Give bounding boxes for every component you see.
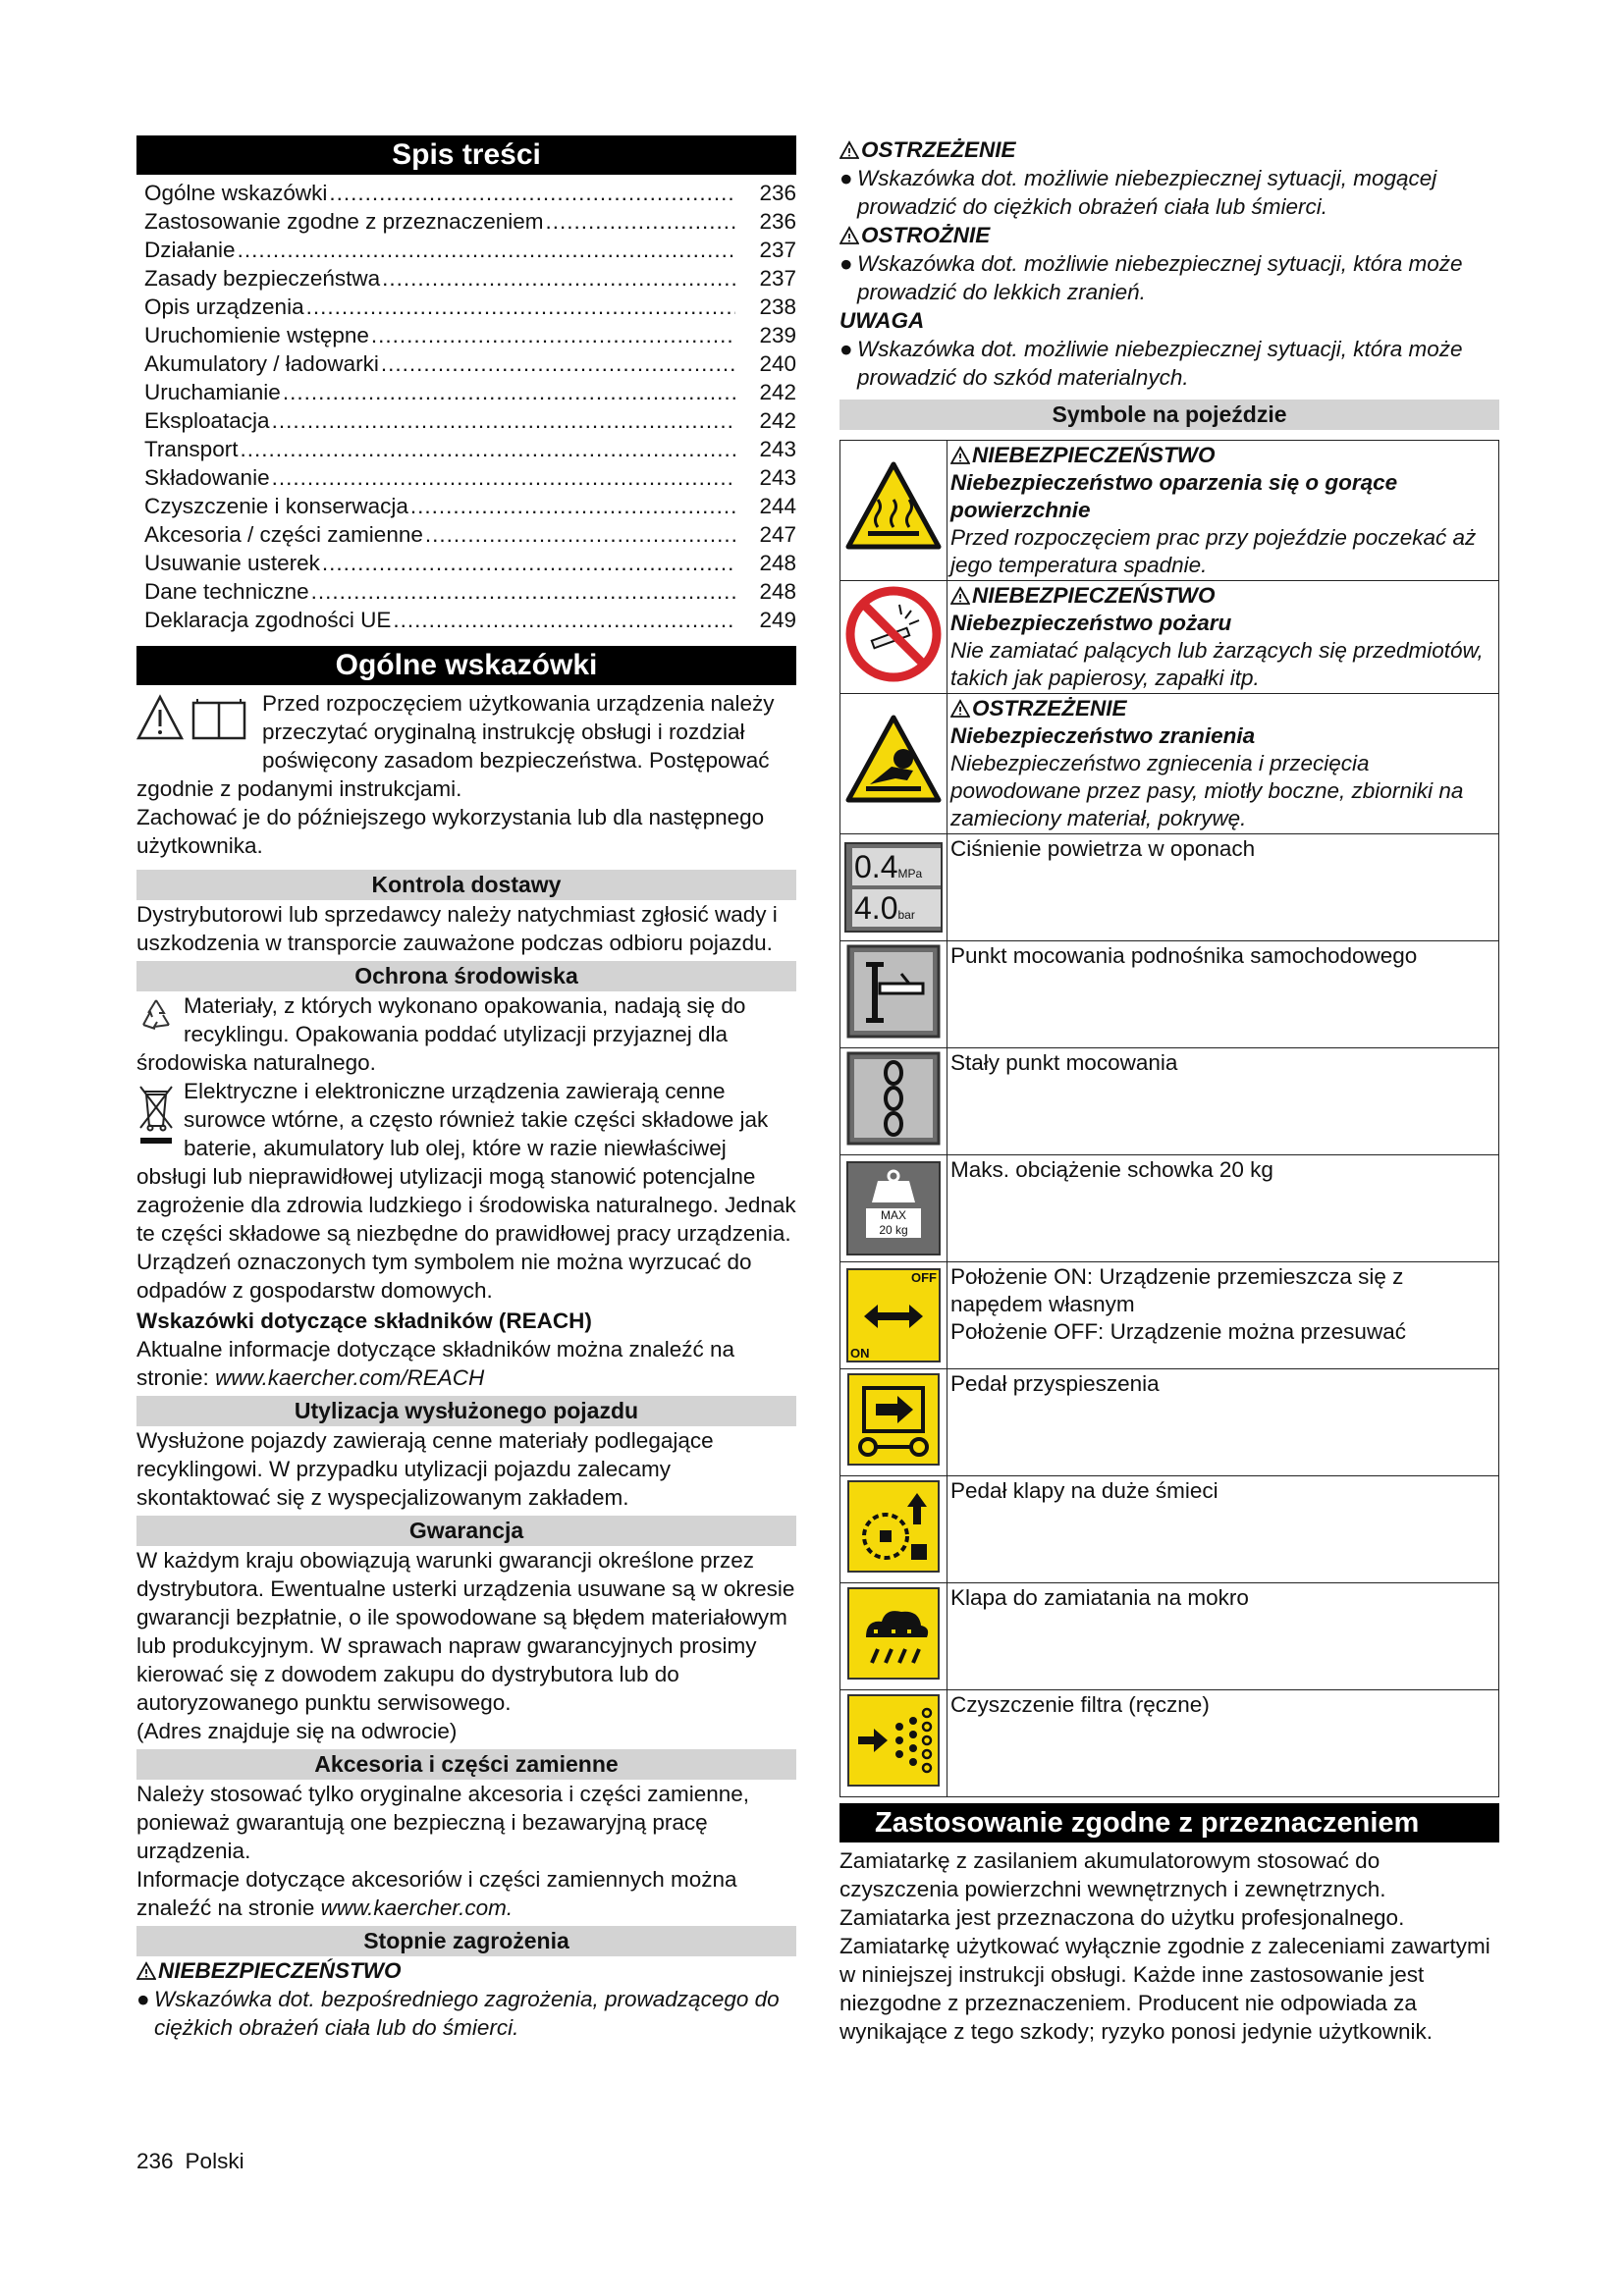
hazard-level-text: ● Wskazówka dot. bezpośredniego zagrożenia, prowadzącego do ciężkich obrażeń ciała lub do śmierci. <box>136 1987 780 2040</box>
reach-link[interactable]: www.kaercher.com/REACH <box>215 1365 485 1390</box>
accessories-title: Akcesoria i części zamienne <box>136 1749 796 1780</box>
table-row <box>840 1369 1499 1476</box>
environment-title: Ochrona środowiska <box>136 961 796 991</box>
toc-entry[interactable] <box>144 463 796 492</box>
coarse-dirt-flap-pedal-icon <box>840 1476 947 1583</box>
delivery-title: Kontrola dostawy <box>136 870 796 900</box>
toc-entry-label: Czyszczenie i konserwacja <box>144 494 408 518</box>
page-footer <box>136 2147 256 2175</box>
toc-entry[interactable] <box>144 549 796 577</box>
toc-entry-label: Akumulatory / ładowarki <box>144 351 379 376</box>
general-keep: Zachować je do późniejszego wykorzystania lub dla następnego użytkownika. <box>136 805 765 858</box>
toc-leader <box>272 463 735 492</box>
toc-entry[interactable] <box>144 179 796 207</box>
wet-sweeping-flap-icon <box>840 1583 947 1690</box>
hazard-level-text: ● Wskazówka dot. możliwie niebezpiecznej sytuacji, mogącej prowadzić do ciężkich obrażeń ciała lub śmierci. <box>839 166 1437 219</box>
accelerator-pedal-icon <box>840 1369 947 1476</box>
hazard-level-heading: OSTROŻNIE <box>839 221 1499 249</box>
warning-triangle-icon <box>136 1961 156 1981</box>
toc-entry-label: Uruchomienie wstępne <box>144 323 369 347</box>
jack-point-icon <box>840 941 947 1048</box>
table-row <box>840 941 1499 1048</box>
toc-leader <box>371 321 735 349</box>
drive-mode-icon: OFF ON <box>840 1262 947 1369</box>
toc-leader <box>240 435 735 463</box>
toc-leader <box>410 492 735 520</box>
toc-leader <box>306 293 735 321</box>
toc-entry-page: 239 <box>759 323 796 347</box>
hazard-level-heading: NIEBEZPIECZEŃSTWO <box>136 1956 796 1985</box>
toc-entry-label: Eksploatacja <box>144 408 270 433</box>
warning-triangle-icon <box>839 140 859 160</box>
warranty-title: Gwarancja <box>136 1516 796 1546</box>
table-row <box>840 694 1499 834</box>
symbol-description: Pedał przyspieszenia <box>947 1369 1499 1476</box>
toc-entry-label: Deklaracja zgodności UE <box>144 608 392 632</box>
table-row <box>840 1262 1499 1369</box>
toc-entry-label: Transport <box>144 437 239 461</box>
toc-entry-page: 248 <box>759 579 796 604</box>
toc-entry-label: Składowanie <box>144 465 270 490</box>
symbols-table <box>839 440 1499 1797</box>
symbol-description: Czyszczenie filtra (ręczne) <box>947 1690 1499 1797</box>
toc-entry-page: 242 <box>759 380 796 404</box>
accessories-paragraph <box>136 1865 796 1922</box>
table-row <box>840 1155 1499 1262</box>
accessories-text1: Należy stosować tylko oryginalne akcesoria i części zamienne, ponieważ gwarantują one bezpieczną i bezawaryjną pracę urządzenia. <box>136 1782 750 1863</box>
toc-entry[interactable] <box>144 321 796 349</box>
toc-entry-page: 247 <box>759 522 796 547</box>
toc-entry-page: 243 <box>759 437 796 461</box>
table-of-contents <box>136 179 796 634</box>
recycle-icon <box>136 995 176 1041</box>
intended-use-p3: Zamiatarkę użytkować wyłącznie zgodnie z zaleceniami zawartymi w niniejszej instrukcji obsługi. Każde inne zastosowanie jest niezgodne z przeznaczeniem. Producent nie odpowiada za wynikające z tego szkody; ryzyko ponosi jedynie użytkownik. <box>839 1934 1490 2044</box>
hazard-level-warning <box>839 135 1499 221</box>
toc-entry-label: Zastosowanie zgodne z przeznaczeniem <box>144 209 544 234</box>
max-load-icon: MAX 20 kg <box>840 1155 947 1262</box>
toc-leader <box>329 179 735 207</box>
toc-leader <box>382 264 735 293</box>
toc-entry-page: 248 <box>759 551 796 575</box>
toc-entry[interactable] <box>144 520 796 549</box>
toc-leader <box>311 577 735 606</box>
symbols-title: Symbole na pojeździe <box>839 400 1499 430</box>
symbol-description: OSTRZEŻENIE Niebezpieczeństwo zranienia Niebezpieczeństwo zgniecenia i przecięcia powodowane przez pasy, miotły boczne, zbiorniki na zamieciony materiał, pokrywę. <box>947 694 1499 834</box>
toc-entry-page: 242 <box>759 408 796 433</box>
reach-title: Wskazówki dotyczące składników (REACH) <box>136 1308 592 1333</box>
symbol-description: NIEBEZPIECZEŃSTWO Niebezpieczeństwo pożaru Nie zamiatać palących lub żarzących się przedmiotów, takich jak papierosy, zapałki itp. <box>947 581 1499 694</box>
intended-use-p2: Zamiatarka jest przeznaczona do użytku profesjonalnego. <box>839 1905 1405 1930</box>
toc-entry-page: 236 <box>759 209 796 234</box>
tyre-pressure-icon: 0.4MPa 4.0bar <box>840 834 947 941</box>
hazard-level-text: ● Wskazówka dot. możliwie niebezpiecznej sytuacji, która może prowadzić do szkód materialnych. <box>839 337 1463 390</box>
environment-section <box>136 991 796 1392</box>
toc-entry[interactable] <box>144 435 796 463</box>
accessories-text2: Informacje dotyczące akcesoriów i części zamiennych można znaleźć na stronie <box>136 1867 737 1920</box>
right-column <box>839 135 1499 2046</box>
toc-entry-page: 244 <box>759 494 796 518</box>
table-row <box>840 1048 1499 1155</box>
toc-entry[interactable] <box>144 378 796 406</box>
symbol-description: Punkt mocowania podnośnika samochodowego <box>947 941 1499 1048</box>
symbol-description: NIEBEZPIECZEŃSTWO Niebezpieczeństwo oparzenia się o gorące powierzchnie Przed rozpoczęciem prac przy pojeździe poczekać aż jego temperatura spadnie. <box>947 441 1499 581</box>
toc-leader <box>272 406 735 435</box>
toc-entry[interactable] <box>144 207 796 236</box>
table-row <box>840 1583 1499 1690</box>
warranty-text: W każdym kraju obowiązują warunki gwarancji określone przez dystrybutora. Ewentualne usterki urządzenia usuwane są w okresie gwarancji bezpłatnie, o ile spowodowane są błędem materiałowym lub produkcyjnym. W sprawach napraw gwarancyjnych prosimy kierować się z dowodem zakupu do dystrybutora lub do autoryzowanego punktu serwisowego. <box>136 1548 795 1715</box>
accessories-link[interactable]: www.kaercher.com. <box>320 1896 514 1920</box>
toc-leader <box>393 606 735 634</box>
toc-entry-label: Akcesoria / części zamienne <box>144 522 423 547</box>
toc-entry-page: 243 <box>759 465 796 490</box>
table-row <box>840 1476 1499 1583</box>
footer-language: Polski <box>185 2149 244 2173</box>
symbol-description: Pedał klapy na duże śmieci <box>947 1476 1499 1583</box>
left-column <box>136 135 796 2042</box>
toc-entry-page: 249 <box>759 608 796 632</box>
toc-entry-label: Zasady bezpieczeństwa <box>144 266 381 291</box>
toc-entry[interactable] <box>144 236 796 264</box>
toc-leader <box>283 378 735 406</box>
crush-hazard-icon <box>840 694 947 834</box>
general-title: Ogólne wskazówki <box>136 646 796 685</box>
weee-bin-icon <box>136 1081 176 1154</box>
page-number: 236 <box>136 2149 174 2173</box>
toc-leader <box>381 349 735 378</box>
toc-leader <box>545 207 735 236</box>
delivery-text: Dystrybutorowi lub sprzedawcy należy natychmiast zgłosić wady i uszkodzenia w transporcie zauważone podczas odbioru pojazdu. <box>136 902 778 955</box>
toc-entry-page: 236 <box>759 181 796 205</box>
toc-entry-page: 240 <box>759 351 796 376</box>
hazard-level-notice <box>839 306 1499 392</box>
hazard-level-text: ● Wskazówka dot. możliwie niebezpiecznej sytuacji, która może prowadzić do lekkich zranień. <box>839 251 1463 304</box>
disposal-text: Wysłużone pojazdy zawierają cenne materiały podlegające recyklingowi. W przypadku utylizacji pojazdu zalecamy skontaktować się z wyspecjalizowanym zakładem. <box>136 1428 714 1510</box>
table-row <box>840 1690 1499 1797</box>
tie-down-point-icon <box>840 1048 947 1155</box>
symbol-description: Stały punkt mocowania <box>947 1048 1499 1155</box>
toc-entry[interactable] <box>144 264 796 293</box>
hazard-level-caution <box>839 221 1499 306</box>
toc-entry[interactable] <box>144 349 796 378</box>
intended-use-title: Zastosowanie zgodne z przeznaczeniem <box>839 1803 1499 1842</box>
symbol-description: Ciśnienie powietrza w oponach <box>947 834 1499 941</box>
weee-text: Elektryczne i elektroniczne urządzenia zawierają cenne surowce wtórne, a często również takie części składowe jak baterie, akumulatory lub olej, które w razie niewłaściwej obsługi lub nieprawidłowej utylizacji mogą stanowić potencjalne zagrożenie dla zdrowia ludzkiego i środowiska naturalnego. Jednak te części składowe są niezbędne do prawidłowej pracy urządzenia. Urządzeń oznaczonych tym symbolem nie można wyrzucać do odpadów z gospodarstw domowych. <box>136 1079 796 1303</box>
general-section <box>136 689 796 860</box>
toc-entry-label: Dane techniczne <box>144 579 309 604</box>
symbol-description: Klapa do zamiatania na mokro <box>947 1583 1499 1690</box>
toc-entry[interactable] <box>144 492 796 520</box>
toc-entry-page: 238 <box>759 294 796 319</box>
warranty-address: (Adres znajduje się na odwrocie) <box>136 1719 458 1743</box>
hazard-level-heading: OSTRZEŻENIE <box>839 135 1499 164</box>
toc-entry-label: Ogólne wskazówki <box>144 181 328 205</box>
table-row <box>840 834 1499 941</box>
hazard-level-danger <box>136 1956 796 2042</box>
no-burning-objects-icon <box>840 581 947 694</box>
hot-surface-icon <box>840 441 947 581</box>
warning-triangle-icon <box>839 226 859 245</box>
toc-entry-label: Działanie <box>144 238 236 262</box>
read-manual-icon <box>136 693 254 751</box>
toc-leader <box>238 236 735 264</box>
toc-title: Spis treści <box>136 135 796 175</box>
toc-leader <box>425 520 735 549</box>
recycle-text: Materiały, z których wykonano opakowania, nadają się do recyklingu. Opakowania poddać utylizacji przyjaznej dla środowiska naturalnego. <box>136 993 746 1075</box>
symbol-description: Położenie ON: Urządzenie przemieszcza się z napędem własnym Położenie OFF: Urządzenie można przesuwać <box>947 1262 1499 1369</box>
toc-leader <box>322 549 735 577</box>
toc-entry-page: 237 <box>759 238 796 262</box>
reach-paragraph <box>136 1335 796 1392</box>
toc-entry[interactable] <box>144 577 796 606</box>
disposal-title: Utylizacja wysłużonego pojazdu <box>136 1396 796 1426</box>
toc-entry-page: 237 <box>759 266 796 291</box>
general-intro: Przed rozpoczęciem użytkowania urządzenia należy przeczytać oryginalną instrukcję obsługi i rozdział poświęcony zasadom bezpieczeństwa. Postępować zgodnie z podanymi instrukcjami. <box>136 691 775 801</box>
toc-entry-label: Opis urządzenia <box>144 294 304 319</box>
intended-use-p1: Zamiatarkę z zasilaniem akumulatorowym stosować do czyszczenia powierzchni wewnętrznych i zewnętrznych. <box>839 1848 1386 1901</box>
table-row <box>840 441 1499 581</box>
toc-entry-label: Uruchamianie <box>144 380 281 404</box>
toc-entry[interactable] <box>144 293 796 321</box>
hazard-level-heading: UWAGA <box>839 308 925 333</box>
symbol-description: Maks. obciążenie schowka 20 kg <box>947 1155 1499 1262</box>
toc-entry[interactable] <box>144 406 796 435</box>
filter-cleaning-icon <box>840 1690 947 1797</box>
toc-entry[interactable] <box>144 606 796 634</box>
toc-entry-label: Usuwanie usterek <box>144 551 320 575</box>
reach-text: Aktualne informacje dotyczące składników można znaleźć na stronie: <box>136 1337 735 1390</box>
hazard-title: Stopnie zagrożenia <box>136 1926 796 1956</box>
table-row <box>840 581 1499 694</box>
